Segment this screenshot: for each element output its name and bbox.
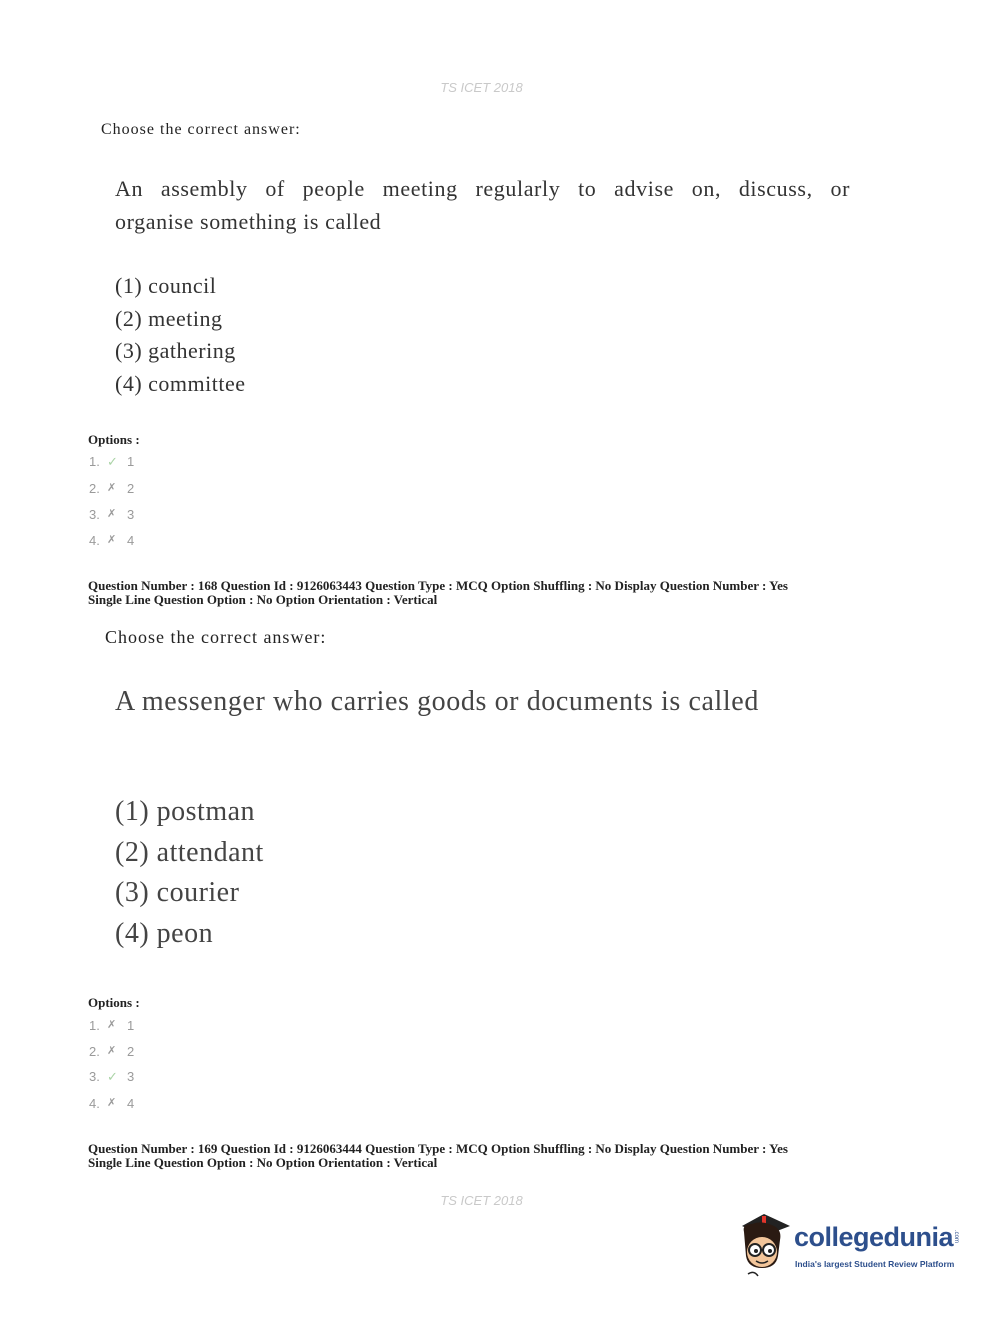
q2-answer-options bbox=[89, 1012, 134, 1116]
option-value: 2 bbox=[127, 481, 135, 496]
q1-option-2 bbox=[89, 475, 134, 501]
option-number: 4. bbox=[89, 1096, 100, 1111]
wrong-cross-icon: ✗ bbox=[107, 482, 117, 494]
q1-meta-line-1: Question Number : 168 Question Id : 9126063443 Question Type : MCQ Option Shuffling : No Display Question Number : Yes bbox=[88, 578, 788, 593]
wrong-cross-icon: ✗ bbox=[107, 534, 117, 546]
option-number: 4. bbox=[89, 533, 100, 548]
q1-choice-4: (4) committee bbox=[115, 370, 246, 396]
q1-option-3 bbox=[89, 501, 134, 527]
logo-wordmark: collegedunia bbox=[794, 1222, 954, 1252]
wrong-cross-icon: ✗ bbox=[107, 508, 117, 520]
q2-meta-line-2: Single Line Question Option : No Option Orientation : Vertical bbox=[88, 1155, 438, 1170]
q2-options-label: Options : bbox=[88, 995, 140, 1010]
q2-option-2 bbox=[89, 1038, 134, 1064]
option-value: 4 bbox=[127, 533, 135, 548]
q1-question-text bbox=[115, 172, 850, 238]
q1-option-1 bbox=[89, 449, 134, 475]
option-number: 1. bbox=[89, 1018, 100, 1033]
header-watermark: TS ICET 2018 bbox=[440, 80, 523, 95]
q1-choice-2: (2) meeting bbox=[115, 305, 223, 331]
q2-option-4 bbox=[89, 1090, 134, 1116]
mascot-icon bbox=[734, 1208, 796, 1280]
q2-choice-4: (4) peon bbox=[115, 917, 214, 949]
q1-answer-options bbox=[89, 449, 134, 553]
q2-instruction: Choose the correct answer: bbox=[105, 627, 327, 647]
q1-choice-1: (1) council bbox=[115, 273, 217, 298]
correct-check-icon: ✓ bbox=[107, 454, 118, 469]
option-value: 1 bbox=[127, 454, 135, 469]
option-number: 3. bbox=[89, 507, 100, 522]
q1-meta-line-2: Single Line Question Option : No Option Orientation : Vertical bbox=[88, 592, 438, 607]
option-number: 2. bbox=[89, 481, 100, 496]
q1-choice-3: (3) gathering bbox=[115, 338, 236, 363]
q2-option-3 bbox=[89, 1064, 134, 1090]
option-number: 3. bbox=[89, 1069, 100, 1084]
q2-choice-2: (2) attendant bbox=[115, 836, 264, 868]
q2-choice-1: (1) postman bbox=[115, 796, 256, 827]
option-value: 4 bbox=[127, 1096, 135, 1111]
q2-meta-line-1: Question Number : 169 Question Id : 9126063444 Question Type : MCQ Option Shuffling : No Display Question Number : Yes bbox=[88, 1141, 788, 1156]
q1-instruction: Choose the correct answer: bbox=[101, 121, 301, 138]
footer-watermark: TS ICET 2018 bbox=[440, 1193, 523, 1208]
option-value: 3 bbox=[127, 1069, 135, 1084]
q1-meta bbox=[88, 579, 788, 607]
collegedunia-logo[interactable] bbox=[734, 1208, 964, 1283]
q2-choice-3: (3) courier bbox=[115, 877, 240, 908]
q1-options-label: Options : bbox=[88, 432, 140, 447]
option-number: 2. bbox=[89, 1044, 100, 1059]
option-number: 1. bbox=[89, 454, 100, 469]
wrong-cross-icon: ✗ bbox=[107, 1045, 117, 1057]
option-value: 2 bbox=[127, 1044, 135, 1059]
q2-choice-list bbox=[115, 792, 264, 954]
wrong-cross-icon: ✗ bbox=[107, 1097, 117, 1109]
correct-check-icon: ✓ bbox=[107, 1069, 118, 1084]
q2-meta bbox=[88, 1142, 788, 1170]
option-value: 1 bbox=[127, 1018, 135, 1033]
q2-question-text: A messenger who carries goods or documents is called bbox=[115, 686, 759, 717]
logo-dotcom: .com bbox=[953, 1230, 959, 1244]
logo-tagline: India's largest Student Review Platform bbox=[795, 1259, 955, 1269]
q1-option-4 bbox=[89, 527, 134, 553]
q1-question-line-2: organise something is called bbox=[115, 209, 382, 234]
q1-question-line-1: An assembly of people meeting regularly to advise on, discuss, or bbox=[115, 176, 850, 201]
option-value: 3 bbox=[127, 507, 135, 522]
wrong-cross-icon: ✗ bbox=[107, 1019, 117, 1031]
q2-option-1 bbox=[89, 1012, 134, 1038]
q1-choice-list bbox=[115, 270, 246, 400]
